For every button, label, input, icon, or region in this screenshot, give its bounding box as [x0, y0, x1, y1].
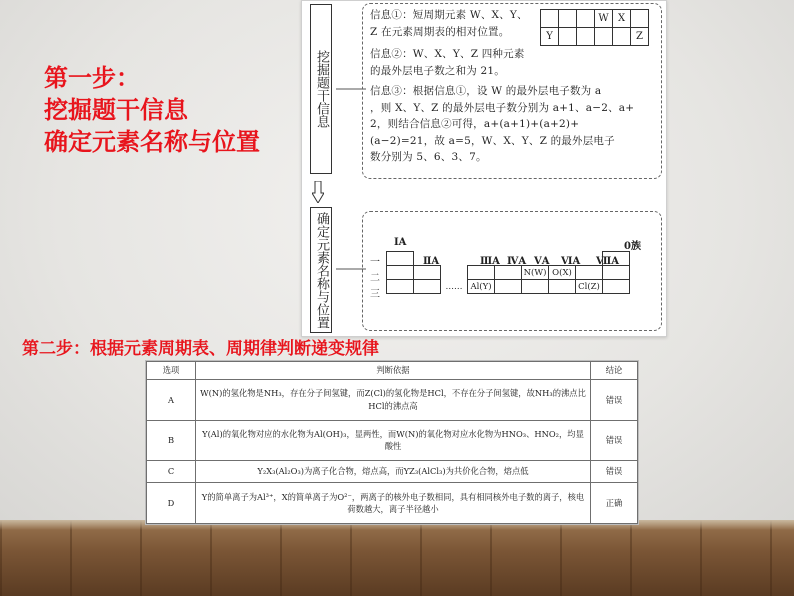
group-label: ⅤA [534, 256, 550, 267]
info-line: 信息①：短周期元素 W、X、Y、 [370, 9, 528, 21]
info-line: 的最外层电子数之和为 21。 [370, 64, 505, 77]
period-label: 二 [370, 273, 380, 284]
wood-floor [0, 520, 794, 596]
pt-cell [495, 280, 522, 294]
group-label: ⅥA [561, 256, 581, 267]
group-label: ⅢA [480, 256, 500, 267]
row-option: C [147, 461, 196, 483]
row-verdict: 错误 [591, 380, 638, 421]
header-basis: 判断依据 [196, 362, 591, 380]
pt-cell [603, 252, 630, 266]
pt-cell [603, 266, 630, 280]
pt-cell [414, 252, 441, 266]
grid-cell [631, 10, 649, 28]
group-label: 0族 [624, 241, 641, 252]
group-label: ⅦA [596, 256, 620, 267]
pt-cell-n: N(W) [522, 266, 549, 280]
grid-cell [541, 10, 559, 28]
info-line: (a−2)=21，故 a=5，W、X、Y、Z 的最外层电子 [370, 134, 615, 147]
side-label-locate: 确定元素名称与位置 [310, 207, 332, 333]
pt-cell [441, 252, 468, 266]
step1-line1: 第一步： [44, 64, 140, 92]
pt-cell [468, 266, 495, 280]
group-label: ⅣA [507, 256, 527, 267]
info-line: 2，则结合信息②可得，a+(a+1)+(a+2)+ [370, 118, 580, 130]
period-label: 三 [370, 289, 380, 300]
relative-position-grid [540, 9, 649, 46]
pt-cell [468, 252, 495, 266]
row-basis: W(N)的氢化物是NH₃，存在分子间氢键，而Z(Cl)的氢化物是HCl，不存在分子间氢键，故NH₃的沸点比HCl的沸点高 [196, 380, 591, 421]
period-label: 一 [370, 257, 380, 268]
header-verdict: 结论 [591, 362, 638, 380]
pt-cell [387, 266, 414, 280]
row-verdict: 正确 [591, 483, 638, 524]
pt-cell [549, 280, 576, 294]
judgment-table [145, 360, 639, 525]
pt-cell [441, 266, 468, 280]
grid-cell [577, 28, 595, 46]
grid-cell: X [613, 10, 631, 28]
table-row [147, 420, 638, 461]
grid-cell: Z [631, 28, 649, 46]
header-option: 选项 [147, 362, 196, 380]
down-arrow-icon [312, 181, 324, 203]
info-line: ，则 X、Y、Z 的最外层电子数分别为 a+1、a−2、a+ [370, 101, 635, 114]
info-line: 信息③：根据信息①，设 W 的最外层电子数为 a [370, 85, 602, 97]
group-label: ⅡA [423, 256, 440, 267]
grid-cell: W [595, 10, 613, 28]
row-option: B [147, 420, 196, 461]
grid-cell [613, 28, 631, 46]
step2-heading: 第二步：根据元素周期表、周期律判断递变规律 [22, 339, 379, 359]
table-row [147, 380, 638, 421]
step1-line3: 确定元素名称与位置 [44, 128, 260, 156]
info-panel [301, 0, 667, 337]
pt-cell [576, 252, 603, 266]
pt-cell [414, 280, 441, 294]
grid-cell [595, 28, 613, 46]
pt-cell [603, 280, 630, 294]
table-row [147, 483, 638, 524]
pt-cell [549, 252, 576, 266]
step1-heading [44, 62, 260, 158]
grid-cell [559, 10, 577, 28]
row-basis: Y(Al)的氧化物对应的水化物为Al(OH)₃，显两性，而W(N)的氧化物对应水化物为HNO₃、HNO₂，均显酸性 [196, 420, 591, 461]
row-basis: Y的简单离子为Al³⁺，X的简单离子为O²⁻，两离子的核外电子数相同，具有相同核外电子数的离子，核电荷数越大，离子半径越小 [196, 483, 591, 524]
info-line: 数分别为 5、6、3、7。 [370, 151, 487, 163]
row-verdict: 错误 [591, 461, 638, 483]
row-basis: Y₂X₃(Al₂O₃)为离子化合物，熔点高，而YZ₃(AlCl₃)为共价化合物，熔点低 [196, 461, 591, 483]
pt-cell [387, 252, 414, 266]
pt-cell [522, 280, 549, 294]
row-verdict: 错误 [591, 420, 638, 461]
grid-cell: Y [541, 28, 559, 46]
pt-cell [522, 252, 549, 266]
step1-line2: 挖掘题干信息 [44, 96, 188, 124]
pt-dots: …… [445, 281, 463, 292]
group-label: ⅠA [394, 237, 407, 248]
pt-cell [576, 266, 603, 280]
info-line: 信息②：W、X、Y、Z 四种元素 [370, 48, 525, 60]
periodic-table-sketch [386, 251, 630, 294]
pt-cell [414, 266, 441, 280]
grid-cell [559, 28, 577, 46]
row-option: A [147, 380, 196, 421]
pt-cell-al: Al(Y) [468, 280, 495, 294]
info-line: Z 在元素周期表的相对位置。 [370, 25, 510, 38]
table-row [147, 461, 638, 483]
side-label-extract: 挖掘题干信息 [310, 4, 332, 174]
row-option: D [147, 483, 196, 524]
grid-cell [577, 10, 595, 28]
pt-cell [495, 266, 522, 280]
pt-cell [387, 280, 414, 294]
pt-cell-o: O(X) [549, 266, 576, 280]
pt-cell [495, 252, 522, 266]
pt-cell-cl: Cl(Z) [576, 280, 603, 294]
